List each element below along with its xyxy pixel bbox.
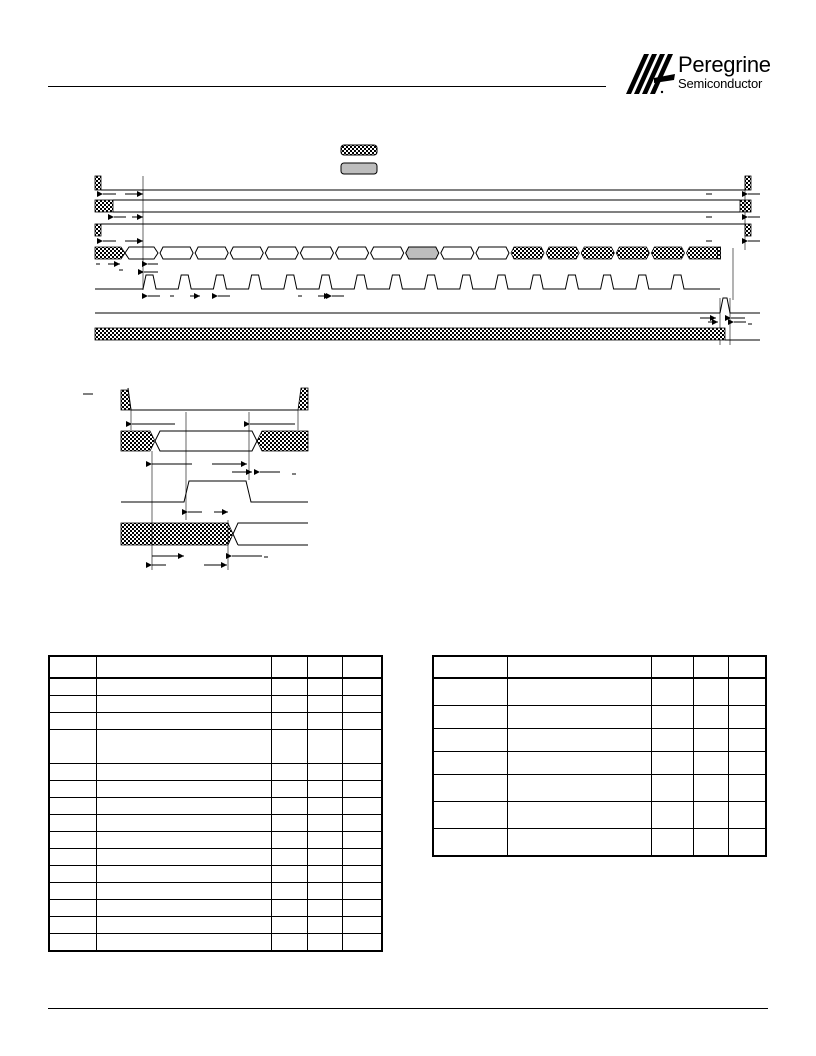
table-cell xyxy=(507,802,651,829)
table-cell xyxy=(693,775,728,802)
table-cell xyxy=(307,798,342,815)
table-row xyxy=(49,849,382,866)
table-cell xyxy=(49,849,96,866)
table-cell xyxy=(96,917,271,934)
table-cell xyxy=(96,866,271,883)
table-cell xyxy=(96,764,271,781)
signal-row-2 xyxy=(95,200,751,212)
table-cell xyxy=(307,917,342,934)
table-cell xyxy=(693,829,728,857)
table-cell xyxy=(307,713,342,730)
data-bus-trailing-dontcare xyxy=(718,247,721,259)
data-bit-cell xyxy=(160,247,193,259)
data-bit-cell xyxy=(651,247,684,259)
table-cell xyxy=(307,900,342,917)
table-cell xyxy=(728,678,766,706)
table-cell xyxy=(342,849,382,866)
table-cell xyxy=(651,706,693,729)
table-row xyxy=(49,900,382,917)
table-cell xyxy=(342,678,382,696)
timing-spec-table-right xyxy=(432,655,767,857)
brand-name: Peregrine xyxy=(678,52,771,77)
data-bit-cell xyxy=(581,247,614,259)
data-bit-cell xyxy=(406,247,439,259)
table-cell xyxy=(342,713,382,730)
table-cell xyxy=(49,934,96,952)
table-row xyxy=(49,696,382,713)
table-cell xyxy=(433,706,507,729)
table-cell xyxy=(693,706,728,729)
table-cell xyxy=(651,802,693,829)
data-bit-cell xyxy=(371,247,404,259)
table-row xyxy=(49,934,382,952)
detail-data-signal xyxy=(121,431,308,451)
clock-row xyxy=(95,275,720,289)
table-cell xyxy=(307,781,342,798)
table-cell xyxy=(49,917,96,934)
table-cell xyxy=(271,713,307,730)
header xyxy=(0,0,816,100)
table-cell xyxy=(96,883,271,900)
table-cell xyxy=(651,729,693,752)
table-row xyxy=(433,752,766,775)
table-cell xyxy=(96,815,271,832)
table-cell xyxy=(49,815,96,832)
table-row xyxy=(433,775,766,802)
table-row xyxy=(49,730,382,764)
table-cell xyxy=(433,775,507,802)
table-cell xyxy=(271,866,307,883)
table-cell xyxy=(49,832,96,849)
table-cell xyxy=(271,764,307,781)
data-bit-cell xyxy=(616,247,649,259)
clock-waveform xyxy=(95,275,720,289)
table-cell xyxy=(271,832,307,849)
table-cell xyxy=(693,729,728,752)
table-cell xyxy=(96,849,271,866)
table-header-row xyxy=(49,656,382,678)
peregrine-logo-icon xyxy=(624,50,676,96)
table-cell xyxy=(307,678,342,696)
table-cell xyxy=(342,764,382,781)
table-cell xyxy=(271,730,307,764)
table-cell xyxy=(96,832,271,849)
table-cell xyxy=(507,706,651,729)
table-row xyxy=(49,815,382,832)
table-cell xyxy=(433,678,507,706)
table-cell xyxy=(342,883,382,900)
table-cell xyxy=(96,730,271,764)
table-cell xyxy=(507,775,651,802)
table-row xyxy=(49,764,382,781)
table-cell xyxy=(49,678,96,696)
table-cell xyxy=(307,866,342,883)
table-cell xyxy=(728,829,766,857)
table-cell xyxy=(49,781,96,798)
data-bit-cell xyxy=(511,247,544,259)
table-cell xyxy=(271,798,307,815)
table-cell xyxy=(342,696,382,713)
table-row xyxy=(433,729,766,752)
table-cell xyxy=(693,752,728,775)
table-row xyxy=(49,917,382,934)
detail-clock-signal xyxy=(121,481,308,502)
table-row xyxy=(433,678,766,706)
timing-diagram-detail xyxy=(0,380,330,580)
table-row xyxy=(49,798,382,815)
table-row xyxy=(433,802,766,829)
table-cell xyxy=(651,775,693,802)
table-cell xyxy=(307,849,342,866)
table-cell xyxy=(342,866,382,883)
table-cell xyxy=(728,802,766,829)
table-cell xyxy=(307,815,342,832)
table-header-row xyxy=(433,656,766,678)
data-bit-cell xyxy=(230,247,263,259)
table-cell xyxy=(651,678,693,706)
data-bit-cell xyxy=(546,247,579,259)
table-cell xyxy=(49,798,96,815)
table-cell xyxy=(507,678,651,706)
table-cell xyxy=(96,781,271,798)
table-cell xyxy=(96,678,271,696)
table-cell xyxy=(271,678,307,696)
table-cell xyxy=(49,764,96,781)
table-cell xyxy=(342,781,382,798)
table-cell xyxy=(96,798,271,815)
table-cell xyxy=(271,696,307,713)
table-cell xyxy=(728,706,766,729)
table-cell xyxy=(728,775,766,802)
table-cell xyxy=(507,752,651,775)
timing-diagram-main xyxy=(0,130,816,360)
table-cell xyxy=(49,883,96,900)
table-row xyxy=(49,713,382,730)
table-cell xyxy=(693,802,728,829)
table-cell xyxy=(49,713,96,730)
table-row xyxy=(433,829,766,857)
table-row xyxy=(433,706,766,729)
brand-sub: Semiconductor xyxy=(678,76,763,91)
header-rule xyxy=(48,86,606,87)
data-bit-cell xyxy=(195,247,228,259)
table-cell xyxy=(271,934,307,952)
table-row xyxy=(49,866,382,883)
data-bit-cell xyxy=(300,247,333,259)
table-cell xyxy=(342,798,382,815)
data-bus-row xyxy=(95,247,721,259)
detail-enable-signal xyxy=(121,388,308,410)
table-cell xyxy=(651,829,693,857)
table-cell xyxy=(271,900,307,917)
data-bit-cell xyxy=(336,247,369,259)
data-bit-cell xyxy=(687,247,720,259)
table-cell xyxy=(342,832,382,849)
table-cell xyxy=(96,713,271,730)
signal-row-1 xyxy=(95,176,751,190)
table-cell xyxy=(433,729,507,752)
footer-rule xyxy=(48,1008,768,1009)
data-bit-cell xyxy=(265,247,298,259)
table-cell xyxy=(96,696,271,713)
table-cell xyxy=(507,729,651,752)
brand-wordmark xyxy=(678,54,771,90)
table-cell xyxy=(49,730,96,764)
table-cell xyxy=(342,917,382,934)
data-bit-cell xyxy=(476,247,509,259)
table-cell xyxy=(49,900,96,917)
table-cell xyxy=(271,917,307,934)
signal-row-3 xyxy=(95,224,751,236)
table-cell xyxy=(342,900,382,917)
table-cell xyxy=(728,752,766,775)
table-row xyxy=(49,678,382,696)
table-cell xyxy=(307,934,342,952)
table-cell xyxy=(271,849,307,866)
table-cell xyxy=(342,815,382,832)
table-cell xyxy=(271,815,307,832)
table-cell xyxy=(433,829,507,857)
legend-data-bit-swatch xyxy=(341,163,377,174)
table-cell xyxy=(307,764,342,781)
table-cell xyxy=(96,900,271,917)
data-bit-cell xyxy=(125,247,158,259)
data-bit-cell xyxy=(441,247,474,259)
detail-output-signal xyxy=(121,523,308,545)
data-bus-leading-dontcare xyxy=(95,247,125,259)
table-cell xyxy=(271,883,307,900)
table-cell xyxy=(49,696,96,713)
table-cell xyxy=(342,730,382,764)
table-cell xyxy=(49,866,96,883)
table-cell xyxy=(651,752,693,775)
table-row xyxy=(49,832,382,849)
output-row xyxy=(95,328,760,340)
table-cell xyxy=(307,730,342,764)
table-cell xyxy=(96,934,271,952)
table-cell xyxy=(728,729,766,752)
table-cell xyxy=(342,934,382,952)
table-cell xyxy=(507,829,651,857)
legend-dont-care-swatch xyxy=(341,145,377,155)
table-cell xyxy=(433,802,507,829)
timing-spec-table-left xyxy=(48,655,383,952)
table-cell xyxy=(271,781,307,798)
table-cell xyxy=(307,832,342,849)
table-cell xyxy=(693,678,728,706)
table-cell xyxy=(433,752,507,775)
table-cell xyxy=(307,883,342,900)
table-row xyxy=(49,883,382,900)
table-cell xyxy=(307,696,342,713)
table-row xyxy=(49,781,382,798)
